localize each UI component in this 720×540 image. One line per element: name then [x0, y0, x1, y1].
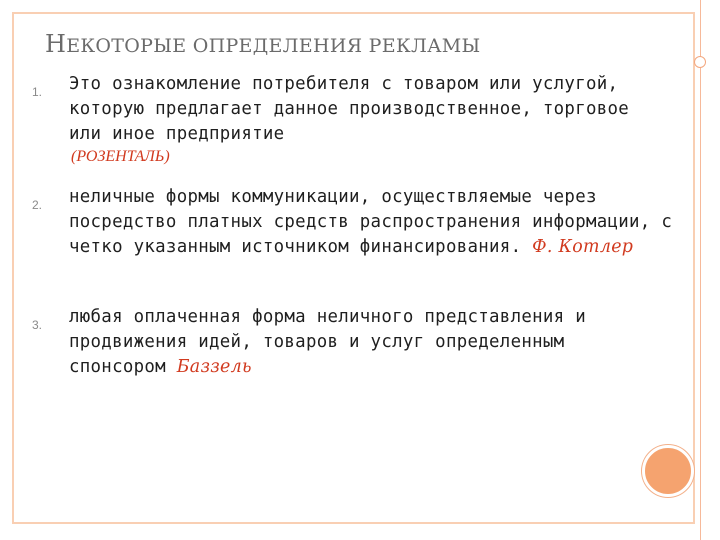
- definition-3: [69, 305, 639, 380]
- list-number-2: 2.: [32, 198, 43, 212]
- decorative-circle-top: [694, 56, 706, 68]
- definition-2-text: неличные формы коммуникации, осуществляемые через посредство платных средств распространения информации, с четко указанным источником финансирования.: [69, 187, 673, 257]
- list-number-1: 1.: [32, 85, 43, 99]
- decorative-circle-bottom: [642, 445, 694, 497]
- definition-3-text: любая оплаченная форма неличного представления и продвижения идей, товаров и услуг определенным спонсором: [69, 307, 586, 377]
- definition-3-author: Баззель: [176, 357, 252, 377]
- definition-2: [69, 185, 674, 260]
- slide-title: [45, 30, 481, 58]
- decorative-rail: [700, 0, 701, 540]
- definition-2-author: Ф. Котлер: [532, 237, 634, 257]
- definition-1-text: Это ознакомление потребителя с товаром или услугой, которую предлагает данное производственное, торговое или иное предприятие: [69, 74, 630, 144]
- title-rest: ЕКОТОРЫЕ ОПРЕДЕЛЕНИЯ РЕКЛАМЫ: [66, 35, 481, 57]
- title-first-letter: Н: [45, 30, 67, 58]
- definition-1-author: (РОЗЕНТАЛЬ): [71, 148, 170, 165]
- list-number-3: 3.: [32, 318, 43, 332]
